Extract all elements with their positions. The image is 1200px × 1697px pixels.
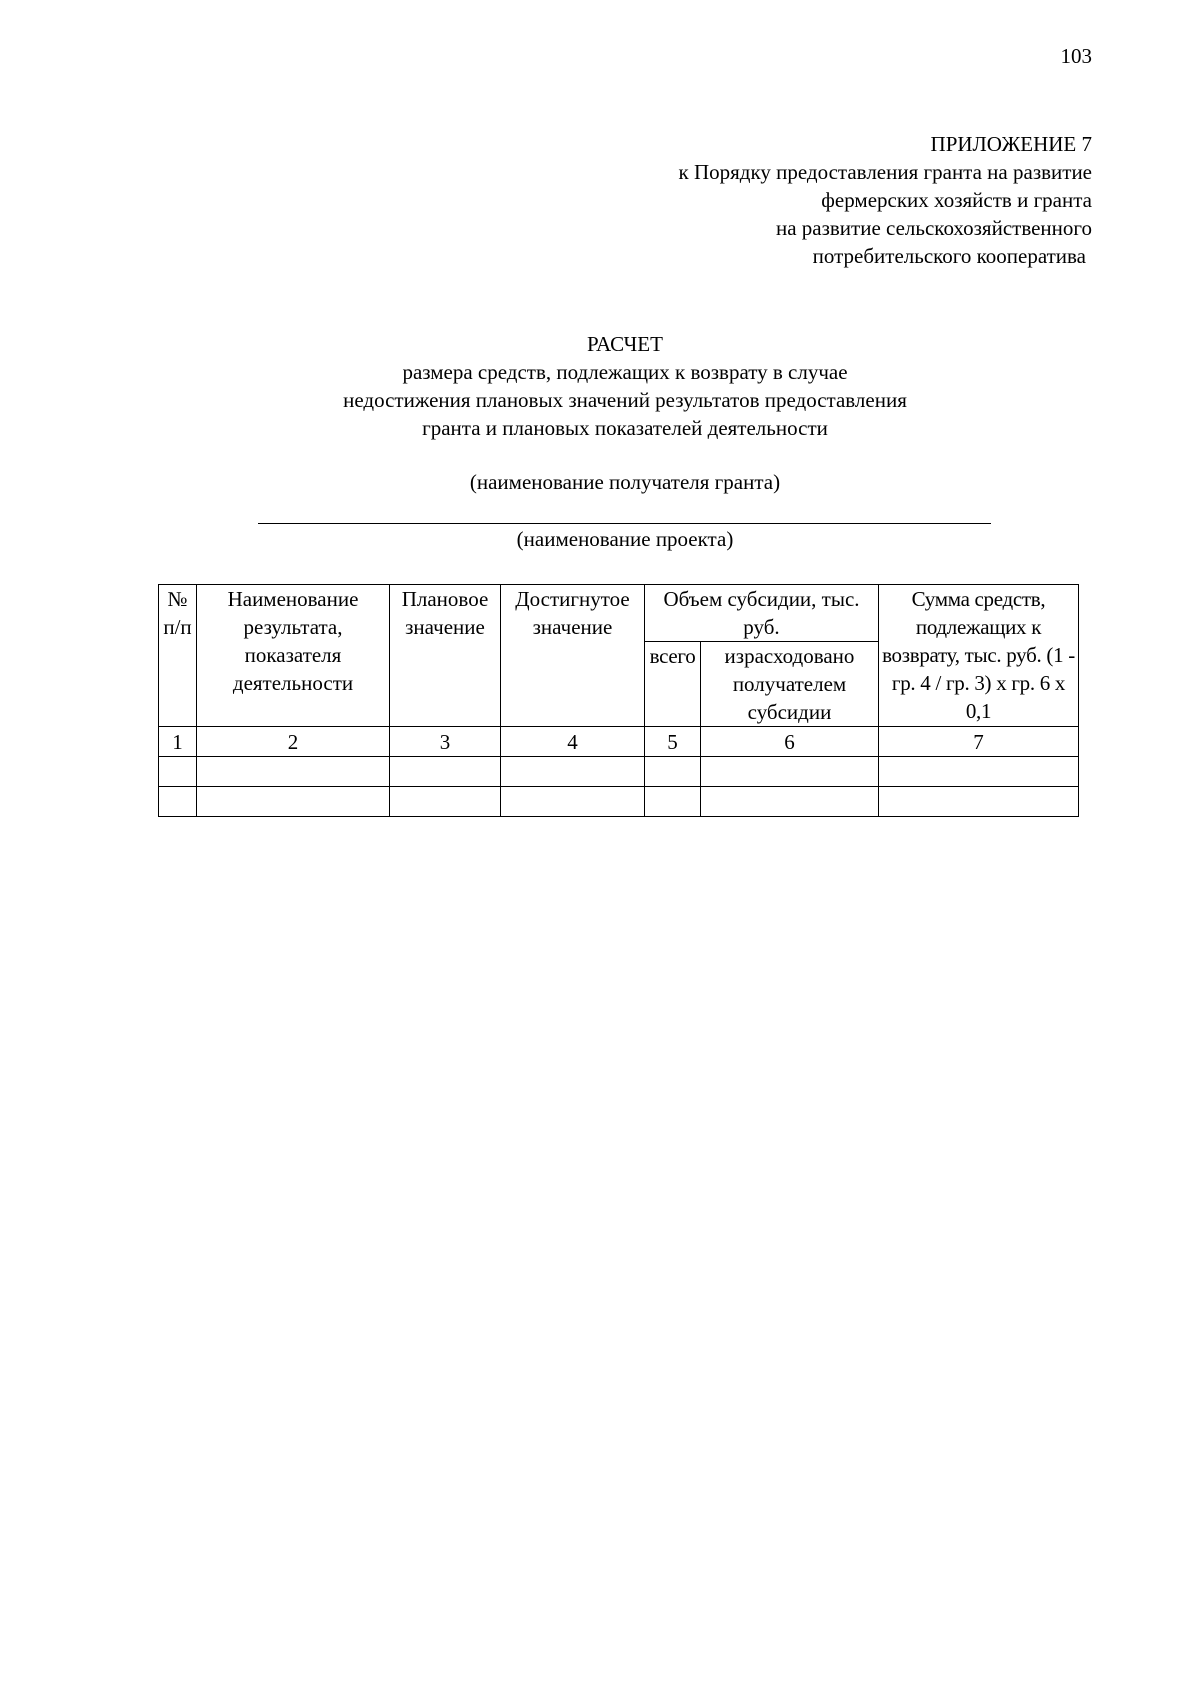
header-planned: Плановое значение bbox=[390, 585, 501, 727]
header-subsidy: Объем субсидии, тыс. руб. bbox=[645, 585, 879, 642]
table-cell bbox=[879, 787, 1079, 817]
table-cell bbox=[501, 757, 645, 787]
project-name-line bbox=[258, 523, 991, 524]
header-refund: Сумма средств, подлежащих к возврату, тыс. руб. (1 - гр. 4 / гр. 3) х гр. 6 х 0,1 bbox=[879, 585, 1079, 727]
appendix-line: к Порядку предоставления гранта на развитие bbox=[678, 160, 1092, 184]
header-achieved: Достигнутое значение bbox=[501, 585, 645, 727]
title-heading: РАСЧЕТ bbox=[587, 332, 663, 356]
appendix-title: ПРИЛОЖЕНИЕ 7 bbox=[930, 132, 1092, 156]
refund-calculation-table bbox=[158, 584, 1079, 817]
table-row bbox=[159, 787, 1079, 817]
table-cell bbox=[197, 757, 390, 787]
appendix-header bbox=[532, 130, 1092, 270]
title-line: гранта и плановых показателей деятельности bbox=[422, 416, 828, 440]
column-number-row bbox=[159, 727, 1079, 757]
document-title bbox=[0, 330, 1200, 442]
table-cell bbox=[701, 787, 879, 817]
column-number: 1 bbox=[159, 727, 197, 757]
table-row bbox=[159, 757, 1079, 787]
title-line: недостижения плановых значений результатов предоставления bbox=[343, 388, 907, 412]
column-number: 6 bbox=[701, 727, 879, 757]
header-num: № п/п bbox=[159, 585, 197, 727]
page-number: 103 bbox=[1060, 44, 1092, 68]
table-cell bbox=[197, 787, 390, 817]
table-cell bbox=[701, 757, 879, 787]
appendix-line: потребительского кооператива bbox=[812, 244, 1086, 268]
header-subsidy-spent: израсходовано получателем субсидии bbox=[701, 642, 879, 727]
table-cell bbox=[645, 787, 701, 817]
recipient-label: (наименование получателя гранта) bbox=[469, 470, 781, 494]
table-cell bbox=[390, 787, 501, 817]
table-cell bbox=[501, 787, 645, 817]
column-number: 7 bbox=[879, 727, 1079, 757]
header-name: Наименование результата, показателя деятельности bbox=[197, 585, 390, 727]
table-cell bbox=[159, 757, 197, 787]
appendix-line: фермерских хозяйств и гранта bbox=[821, 188, 1092, 212]
table-cell bbox=[390, 757, 501, 787]
header-subsidy-total: всего bbox=[645, 642, 701, 727]
table-cell bbox=[159, 787, 197, 817]
title-line: размера средств, подлежащих к возврату в случае bbox=[402, 360, 848, 384]
column-number: 2 bbox=[197, 727, 390, 757]
project-label: (наименование проекта) bbox=[516, 527, 734, 551]
column-number: 4 bbox=[501, 727, 645, 757]
table-cell bbox=[645, 757, 701, 787]
column-number: 3 bbox=[390, 727, 501, 757]
column-number: 5 bbox=[645, 727, 701, 757]
table-cell bbox=[879, 757, 1079, 787]
appendix-line: на развитие сельскохозяйственного bbox=[775, 216, 1092, 240]
table-header-row bbox=[159, 585, 1079, 642]
